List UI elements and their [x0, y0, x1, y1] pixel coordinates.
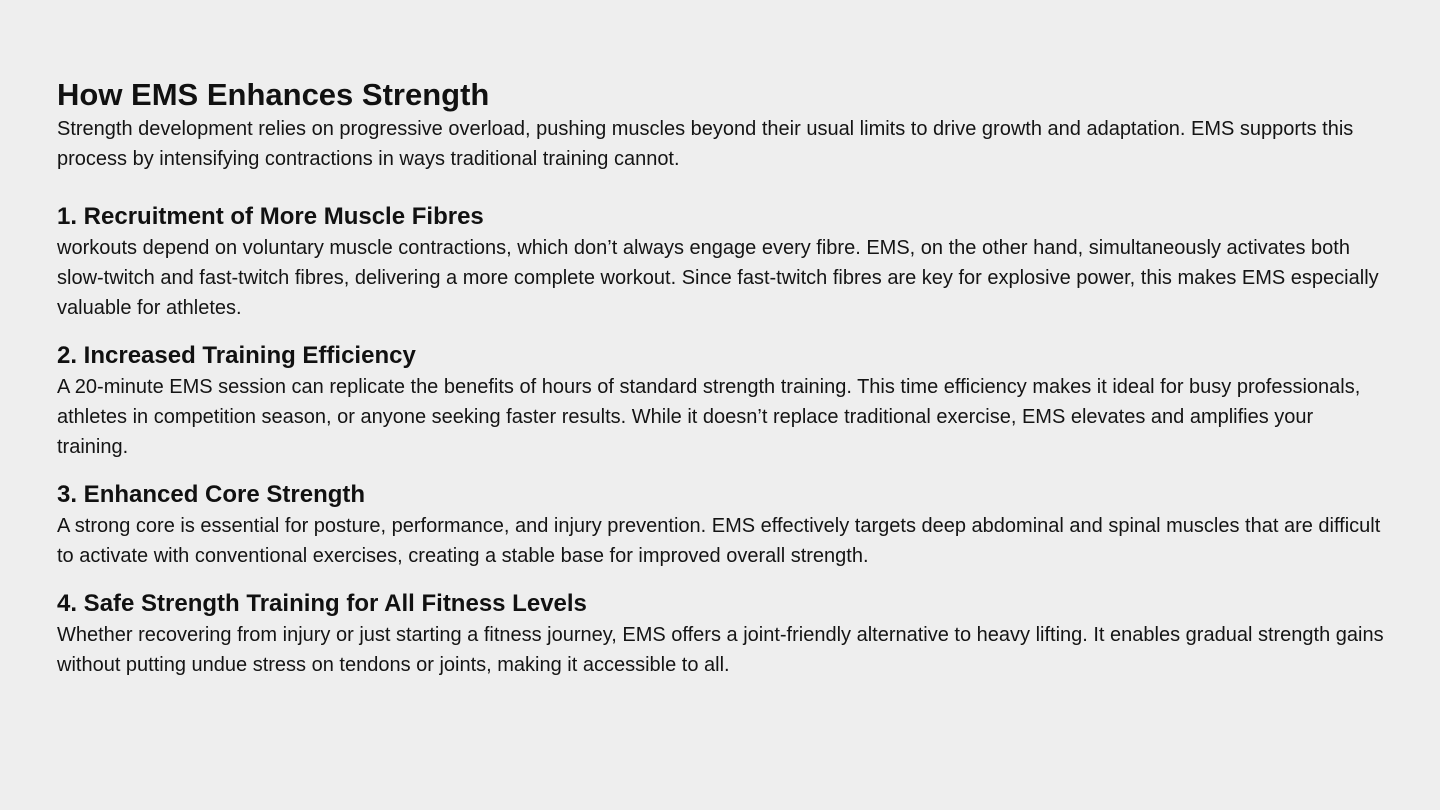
section-heading: 3. Enhanced Core Strength: [57, 481, 366, 508]
section-heading: 1. Recruitment of More Muscle Fibres: [57, 203, 484, 230]
section-heading: 2. Increased Training Efficiency: [57, 342, 416, 369]
section-heading: 4. Safe Strength Training for All Fitness Levels: [57, 590, 587, 617]
section-body: workouts depend on voluntary muscle contractions, which don’t always engage every fibre. EMS, on the other hand, simultaneously activates both slow-twitch and fast-twitch fibres, delivering a more complete workout. Since fast-twitch fibres are key for explosive power, this makes EMS especially valuable for athletes.: [57, 237, 1379, 319]
section-safe-training: [57, 588, 1387, 680]
section-muscle-fibres: [57, 201, 1387, 323]
intro-paragraph: Strength development relies on progressive overload, pushing muscles beyond their usual limits to drive growth and adaptation. EMS supports this process by intensifying contractions in ways traditional training cannot.: [57, 118, 1354, 170]
section-core-strength: [57, 479, 1387, 571]
page-title: How EMS Enhances Strength: [57, 77, 490, 112]
section-body: Whether recovering from injury or just starting a fitness journey, EMS offers a joint-friendly alternative to heavy lifting. It enables gradual strength gains without putting undue stress on tendons or joints, making it accessible to all.: [57, 624, 1384, 676]
section-body: A strong core is essential for posture, performance, and injury prevention. EMS effectively targets deep abdominal and spinal muscles that are difficult to activate with conventional exercises, creating a stable base for improved overall strength.: [57, 515, 1381, 567]
section-training-efficiency: [57, 340, 1387, 462]
article: [57, 76, 1387, 697]
section-body: A 20-minute EMS session can replicate the benefits of hours of standard strength training. This time efficiency makes it ideal for busy professionals, athletes in competition season, or anyone seeking faster results. While it doesn’t replace traditional exercise, EMS elevates and amplifies your training.: [57, 376, 1361, 458]
